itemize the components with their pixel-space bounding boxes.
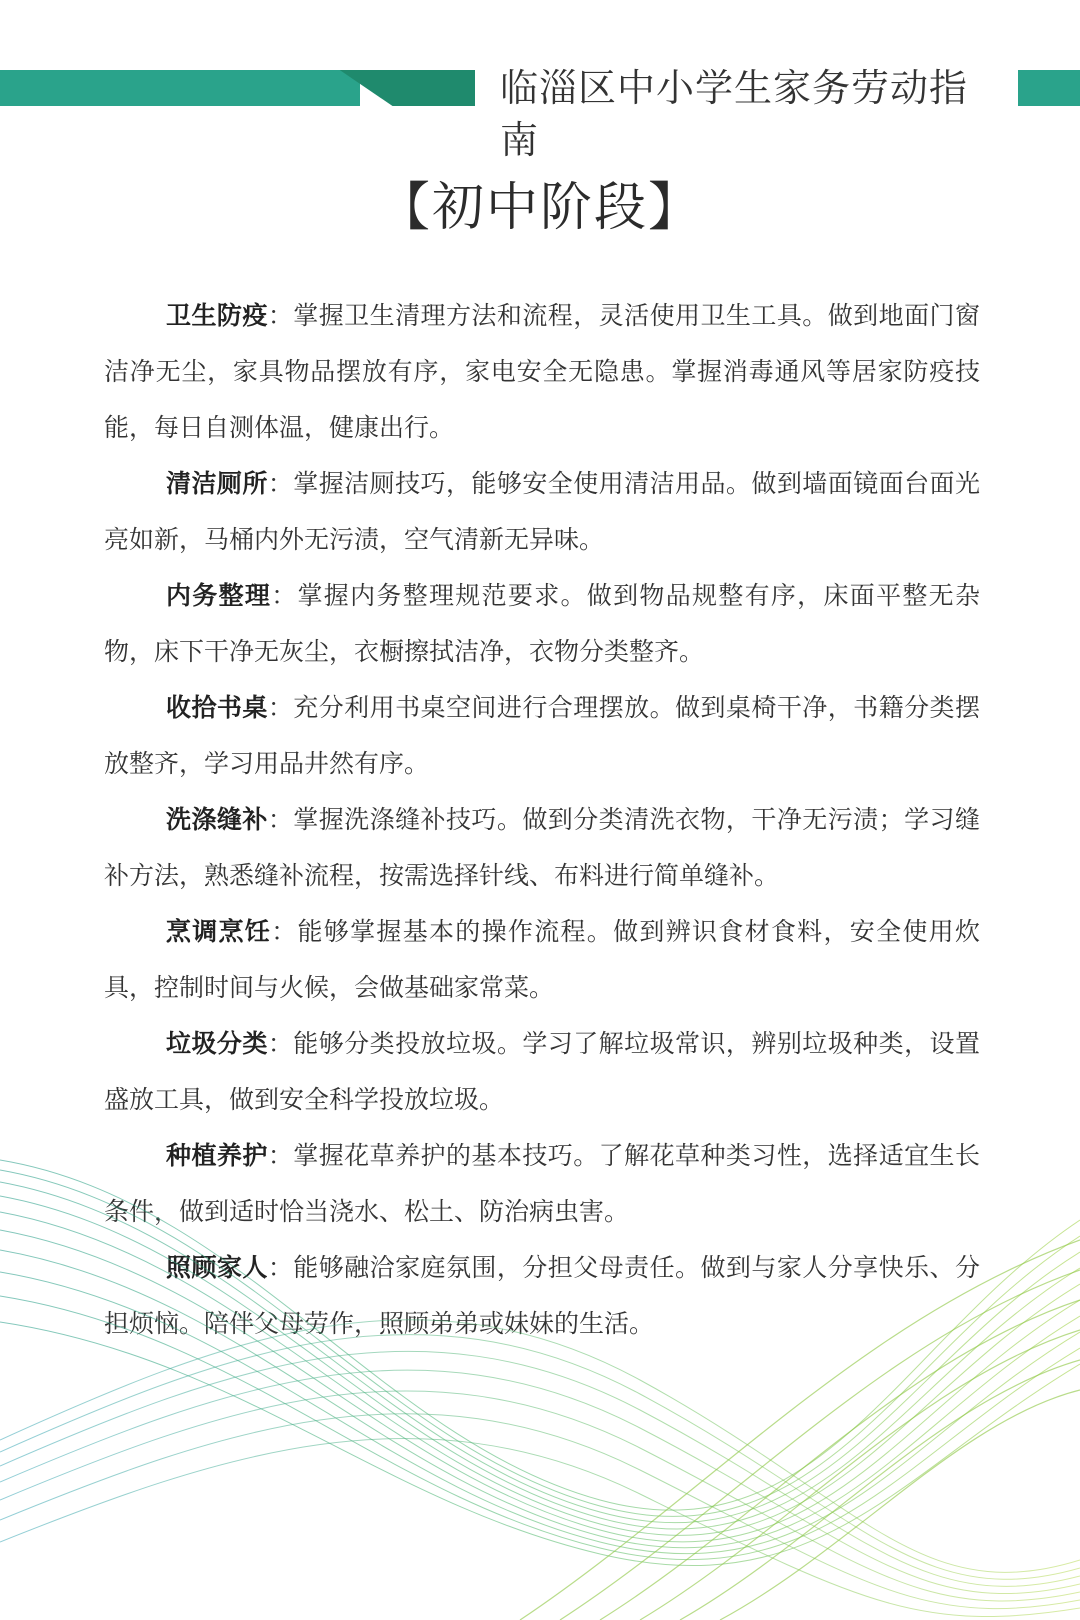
item-text: ：掌握洗涤缝补技巧。做到分类清洗衣物，干净无污渍；学习缝补方法，熟悉缝补流程，按需选择针线、布料进行简单缝补。 xyxy=(104,805,980,890)
item-label: 烹调烹饪 xyxy=(166,917,272,946)
item-label: 垃圾分类 xyxy=(166,1029,268,1058)
header-title: 临淄区中小学生家务劳动指南 xyxy=(500,66,969,162)
item-text: ：充分利用书桌空间进行合理摆放。做到桌椅干净，书籍分类摆放整齐，学习用品井然有序。 xyxy=(104,693,980,778)
item-cooking xyxy=(104,904,980,1016)
header-right-bar xyxy=(1018,70,1080,106)
item-laundry xyxy=(104,792,980,904)
item-label: 清洁厕所 xyxy=(166,469,268,498)
item-room xyxy=(104,568,980,680)
decorative-waves xyxy=(0,1140,1080,1620)
item-text: ：能够融洽家庭氛围，分担父母责任。做到与家人分享快乐、分担烦恼。陪伴父母劳作，照顾弟弟或妹妹的生活。 xyxy=(104,1253,980,1338)
item-label: 洗涤缝补 xyxy=(166,805,268,834)
item-garbage xyxy=(104,1016,980,1128)
item-desk xyxy=(104,680,980,792)
item-label: 种植养护 xyxy=(166,1141,268,1170)
header-banner xyxy=(0,66,1080,162)
item-label: 卫生防疫 xyxy=(166,301,268,330)
item-text: ：掌握内务整理规范要求。做到物品规整有序，床面平整无杂物，床下干净无灰尘，衣橱擦拭洁净，衣物分类整齐。 xyxy=(104,581,980,666)
item-label: 内务整理 xyxy=(166,581,272,610)
item-text: ：能够掌握基本的操作流程。做到辨识食材食料，安全使用炊具，控制时间与火候，会做基础家常菜。 xyxy=(104,917,980,1002)
stage-title: 【初中阶段】 xyxy=(377,178,702,238)
item-label: 照顾家人 xyxy=(166,1253,268,1282)
item-toilet xyxy=(104,456,980,568)
item-hygiene xyxy=(104,288,980,456)
item-text: ：掌握卫生清理方法和流程，灵活使用卫生工具。做到地面门窗洁净无尘，家具物品摆放有序，家电安全无隐患。掌握消毒通风等居家防疫技能，每日自测体温，健康出行。 xyxy=(104,301,980,442)
header-left-bar xyxy=(0,70,360,106)
item-label: 收拾书桌 xyxy=(166,693,268,722)
item-text: ：能够分类投放垃圾。学习了解垃圾常识，辨别垃圾种类，设置盛放工具，做到安全科学投放垃圾。 xyxy=(104,1029,980,1114)
item-text: ：掌握花草养护的基本技巧。了解花草种类习性，选择适宜生长条件，做到适时恰当浇水、松土、防治病虫害。 xyxy=(104,1141,980,1226)
item-text: ：掌握洁厕技巧，能够安全使用清洁用品。做到墙面镜面台面光亮如新，马桶内外无污渍，空气清新无异味。 xyxy=(104,469,980,554)
